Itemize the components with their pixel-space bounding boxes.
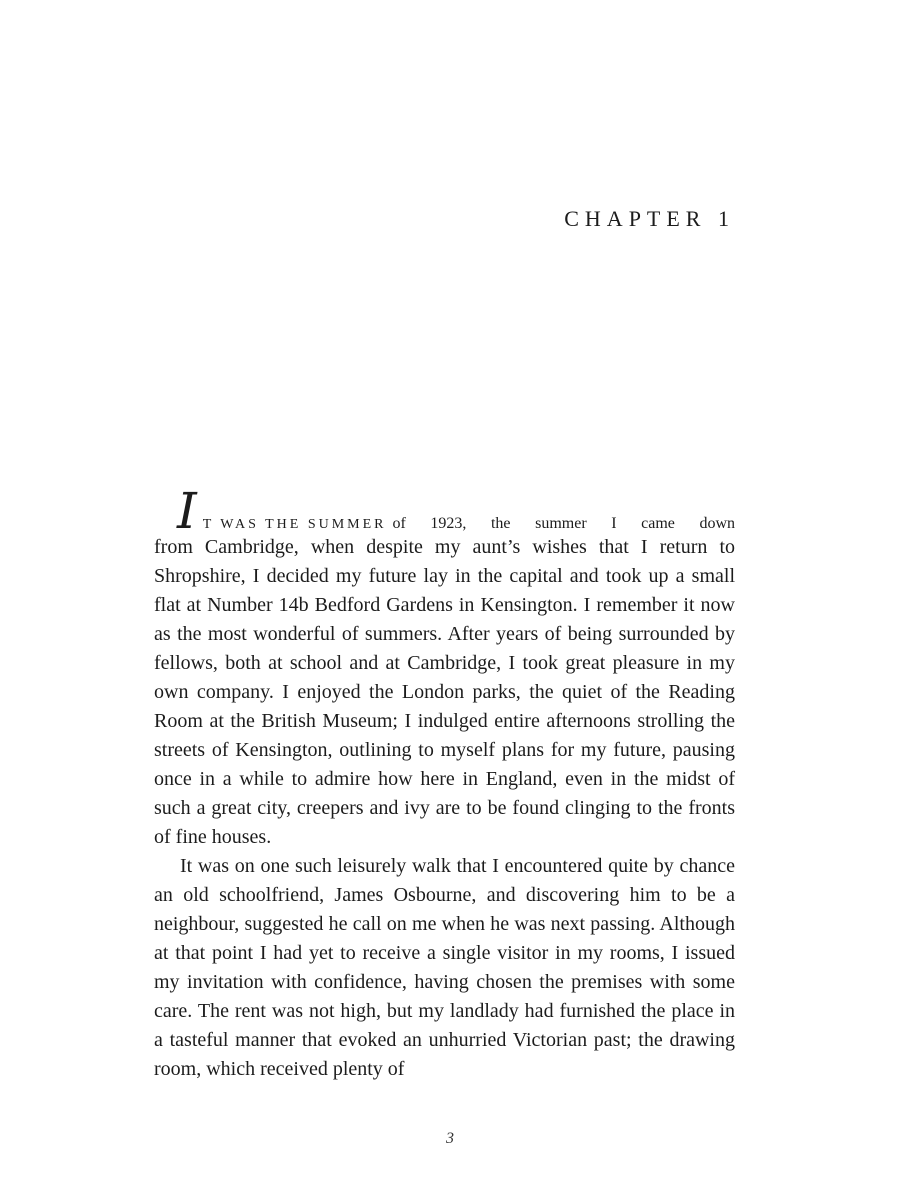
opening-line [154, 482, 735, 540]
paragraph-2: It was on one such leisurely walk that I encountered quite by chance an old schoolfriend, James Osbourne, and discovering him to be a neighbour, suggested he call on me when he was next passing. Although at that point I had yet to receive a single visitor in my rooms, I issued my invitation with confidence, having chosen the premises with some care. The rent was not high, but my landlady had furnished the place in a tasteful manner that evoked an unhurried Victorian past; the drawing room, which received plenty of [154, 855, 735, 1080]
body-text [154, 482, 735, 1084]
opening-small-caps: T WAS THE SUMMER [202, 517, 387, 532]
chapter-heading: CHAPTER 1 [564, 206, 735, 231]
paragraph-1: from Cambridge, when despite my aunt’s wishes that I return to Shropshire, I decided my future lay in the capital and took up a small flat at Number 14b Bedford Gardens in Kensington. I remember it now as the most wonderful of summers. After years of being surrounded by fellows, both at school and at Cambridge, I took great pleasure in my own company. I enjoyed the London parks, the quiet of the Reading Room at the British Museum; I indulged entire afternoons strolling the streets of Kensington, outlining to myself plans for my future, pausing once in a while to admire how here in England, even in the midst of such a great city, creepers and ivy are to be found clinging to the fronts of fine houses. [154, 536, 735, 848]
drop-cap: I [177, 482, 197, 540]
page-number: 3 [446, 1130, 454, 1147]
opening-line-rest: of 1923, the summer I came down [392, 515, 735, 532]
